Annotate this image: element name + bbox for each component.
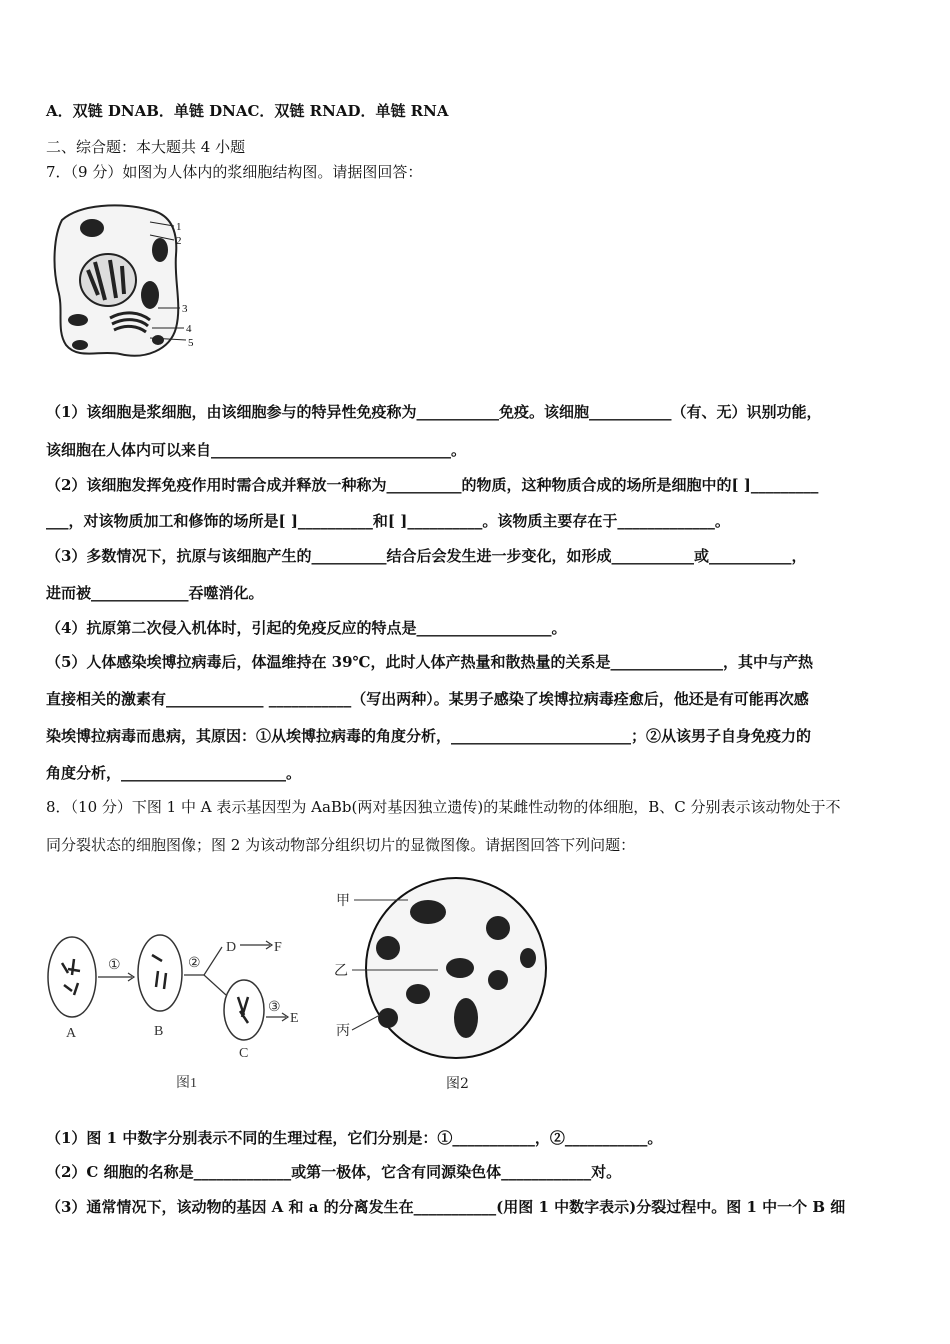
question-7-stem: 7．（9 分）如图为人体内的浆细胞结构图。请据图回答：: [46, 163, 423, 181]
figure-caption: 图1: [176, 1076, 197, 1091]
figure-label: 4: [186, 323, 192, 335]
q8-part3: （3）通常情况下，该动物的基因 A 和 a 的分离发生在___________(用图 1 中数字表示)分裂过程中。图 1 中一个 B 细: [46, 1198, 846, 1216]
q7-part3: （3）多数情况下，抗原与该细胞产生的__________结合后会发生进一步变化，如形成___________或___________，: [46, 547, 807, 565]
q7-part2: （2）该细胞发挥免疫作用时需合成并释放一种称为__________的物质，这种物质合成的场所是细胞中的[ ]_________: [46, 476, 819, 494]
step-label: ①: [108, 958, 121, 973]
option-line: A．双链 DNAB．单链 DNAC．双链 RNAD．单链 RNA: [46, 102, 449, 120]
cell-label: A: [66, 1026, 77, 1041]
cell-a: [48, 937, 96, 1017]
cell-label: B: [154, 1024, 164, 1039]
q7-part1-cont: 该细胞在人体内可以来自________________________________。: [46, 441, 467, 459]
q7-part4: （4）抗原第二次侵入机体时，引起的免疫反应的特点是__________________。: [46, 619, 567, 637]
organelle: [141, 281, 159, 309]
q7-part5: （5）人体感染埃博拉病毒后，体温维持在 39℃，此时人体产热量和散热量的关系是_______________，其中与产热: [46, 653, 814, 671]
figure-label: 2: [176, 235, 182, 247]
organelle: [72, 340, 88, 350]
organelle: [68, 314, 88, 326]
organelle: [152, 238, 168, 262]
cell-b: [138, 935, 182, 1011]
question-8-stem-cont: 同分裂状态的细胞图像；图 2 为该动物部分组织切片的显微图像。请据图回答下列问题：: [46, 836, 636, 854]
output-label: D: [226, 940, 237, 955]
section-heading: 二、综合题：本大题共 4 小题: [46, 138, 246, 156]
output-label: E: [290, 1011, 299, 1026]
micro-label: 甲: [336, 893, 350, 909]
organelle: [80, 219, 104, 237]
output-label: F: [274, 940, 282, 955]
figure-label: 1: [176, 221, 182, 233]
step-label: ③: [268, 1000, 281, 1015]
cell-label: C: [239, 1046, 249, 1061]
q7-part5-cont: 角度分析，______________________。: [46, 764, 302, 782]
figure-label: 5: [188, 337, 194, 349]
figure-caption: 图2: [446, 1076, 469, 1092]
micro-label: 乙: [334, 963, 348, 979]
q8-part1: （1）图 1 中数字分别表示不同的生理过程，它们分别是：①___________，②___________。: [46, 1129, 663, 1147]
micro-label: 丙: [336, 1023, 350, 1039]
division-diagram: [44, 925, 314, 1095]
plasma-cell-figure: [50, 200, 200, 365]
micrograph-figure: [328, 868, 558, 1093]
q7-part5-cont: 直接相关的激素有_____________ ___________（写出两种）。某男子感染了埃博拉病毒痊愈后，他还是有可能再次感: [46, 690, 809, 708]
q7-part3-cont: 进而被_____________吞噬消化。: [46, 584, 264, 602]
question-8-stem: 8．（10 分）下图 1 中 A 表示基因型为 AaBb(两对基因独立遗传)的某雌性动物的体细胞，B、C 分别表示该动物处于不: [46, 798, 841, 816]
nucleus: [80, 254, 136, 306]
q7-part1: （1）该细胞是浆细胞，由该细胞参与的特异性免疫称为___________免疫。该细胞___________（有、无）识别功能，: [46, 403, 822, 421]
q8-part2: （2）C 细胞的名称是_____________或第一极体，它含有同源染色体____________对。: [46, 1163, 622, 1181]
step-label: ②: [188, 956, 201, 971]
q7-part2-cont: ___，对该物质加工和修饰的场所是[ ]__________和[ ]__________。该物质主要存在于_____________。: [46, 512, 730, 530]
q7-part5-cont: 染埃博拉病毒而患病，其原因：①从埃博拉病毒的角度分析，________________________；②从该男子自身免疫力的: [46, 727, 812, 745]
organelle: [152, 335, 164, 345]
figure-label: 3: [182, 303, 188, 315]
